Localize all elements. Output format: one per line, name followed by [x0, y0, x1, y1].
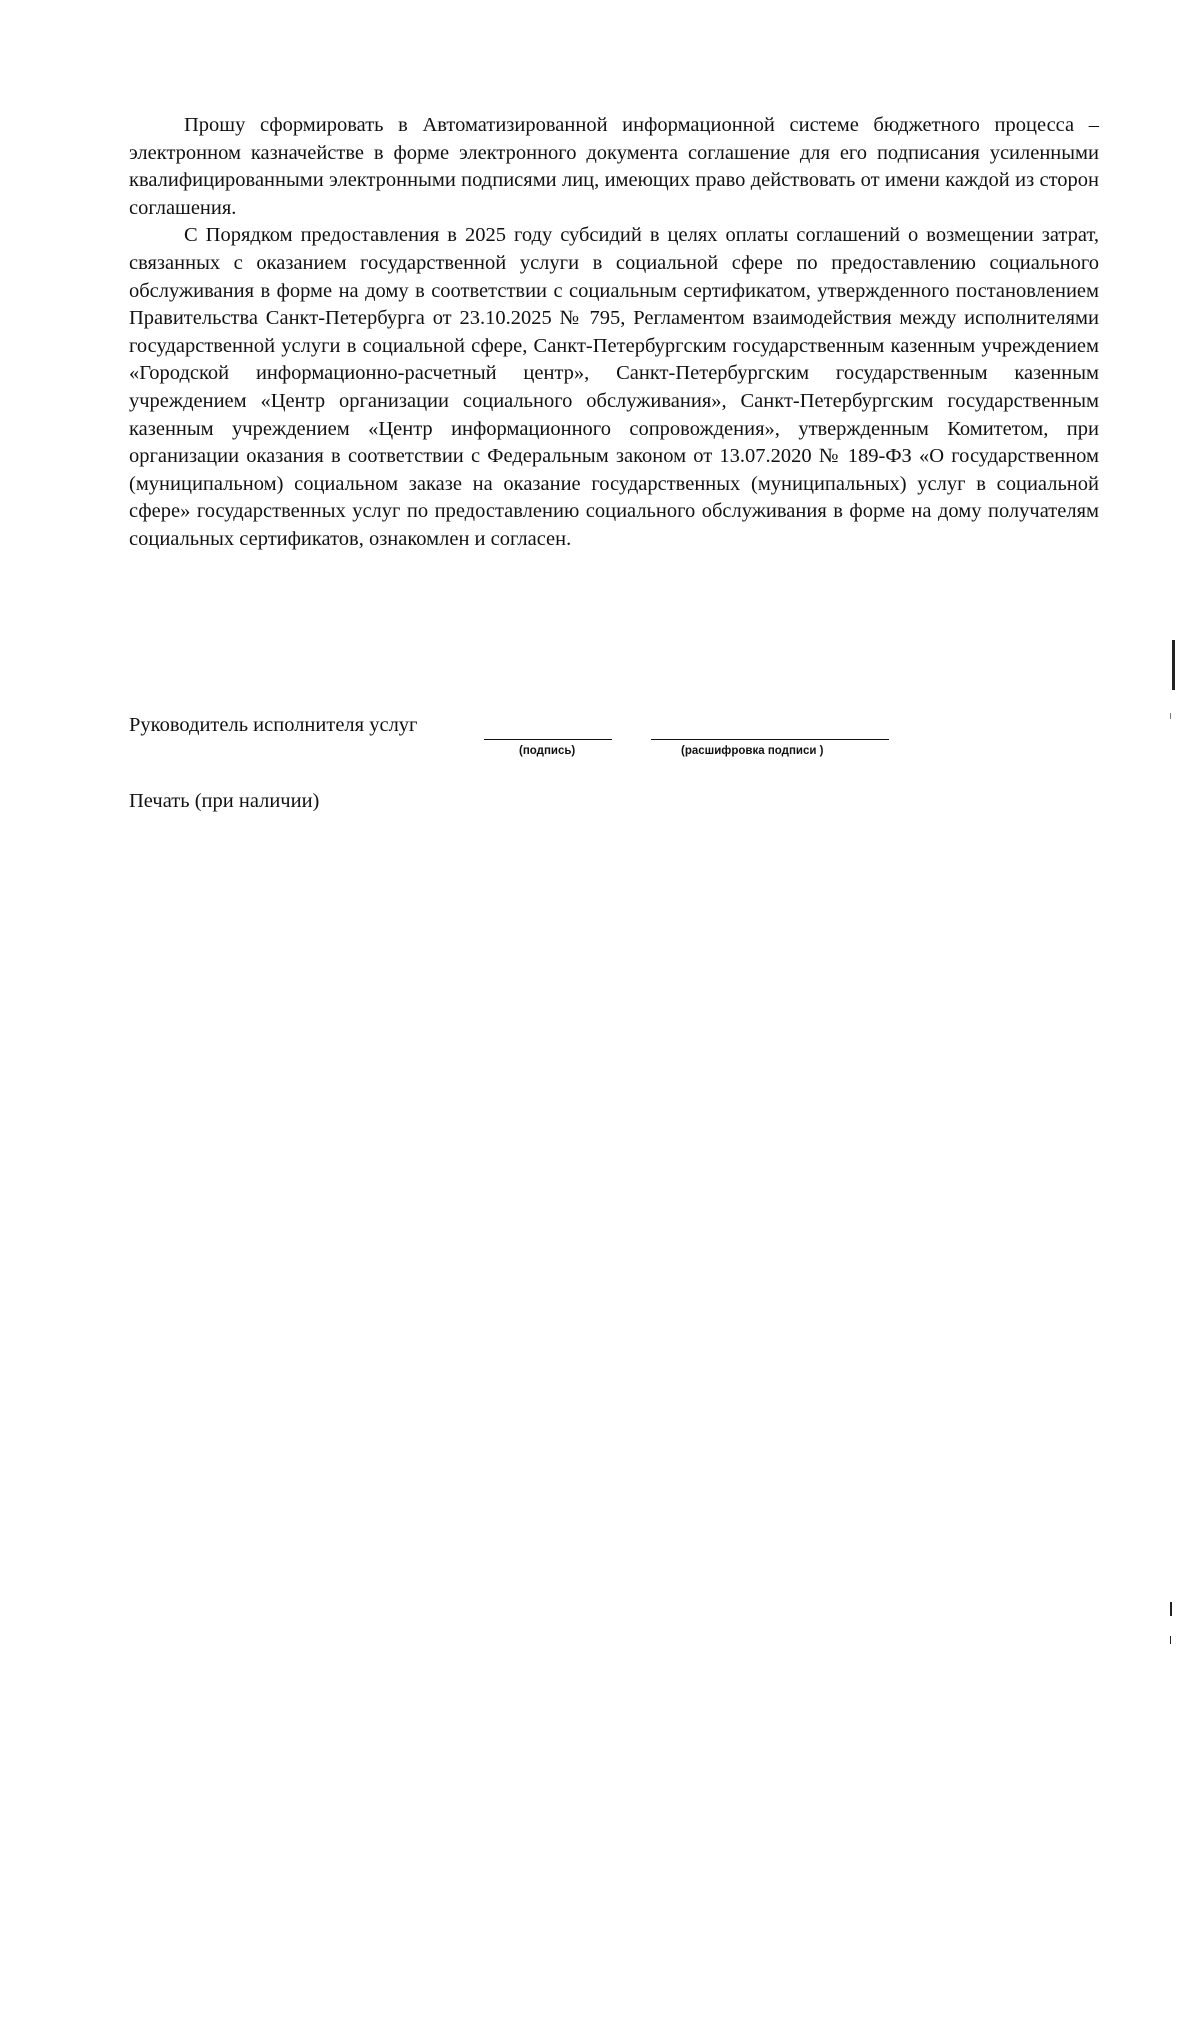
document-body [129, 112, 1099, 554]
scan-artifact [1170, 1602, 1172, 1616]
paragraph-request: Прошу сформировать в Автоматизированной информационной системе бюджетного процесса – электронном казначействе в форме электронного документа соглашение для его подписания усиленными квалифицированными электронными подписями лиц, имеющих право действовать от имени каждой из сторон соглашения. [129, 114, 1099, 219]
signature-caption: (подпись) [519, 745, 576, 757]
signature-role-label: Руководитель исполнителя услуг [129, 714, 418, 736]
paragraph-acknowledgement: С Порядком предоставления в 2025 году субсидий в целях оплаты соглашений о возмещении затрат, связанных с оказанием государственной услуги в социальной сфере по предоставлению социального обслуживания в форме на дому в соответствии с социальным сертификатом, утвержденного постановлением Правительства Санкт-Петербурга от 23.10.2025 № 795, Регламентом взаимодействия между исполнителями государственной услуги в социальной сфере, Санкт-Петербургским государственным казенным учреждением «Городской информационно-расчетный центр», Санкт-Петербургским государственным казенным учреждением «Центр организации социального обслуживания», Санкт-Петербургским государственным казенным учреждением «Центр информационного сопровождения», утвержденным Комитетом, при организации оказания в соответствии с Федеральным законом от 13.07.2020 № 189-ФЗ «О государственном (муниципальном) социальном заказе на оказание государственных (муниципальных) услуг в социальной сфере» государственных услуг по предоставлению социального обслуживания в форме на дому получателям социальных сертификатов, ознакомлен и согласен. [129, 224, 1099, 550]
scan-artifact [1170, 1636, 1171, 1644]
seal-label: Печать (при наличии) [129, 790, 320, 812]
scan-artifact [1172, 640, 1175, 690]
signature-block [129, 714, 929, 774]
signature-decode-caption: (расшифровка подписи ) [681, 745, 824, 757]
scan-artifact [1170, 713, 1171, 719]
signature-line [484, 739, 612, 740]
signature-decode-line [651, 739, 889, 740]
